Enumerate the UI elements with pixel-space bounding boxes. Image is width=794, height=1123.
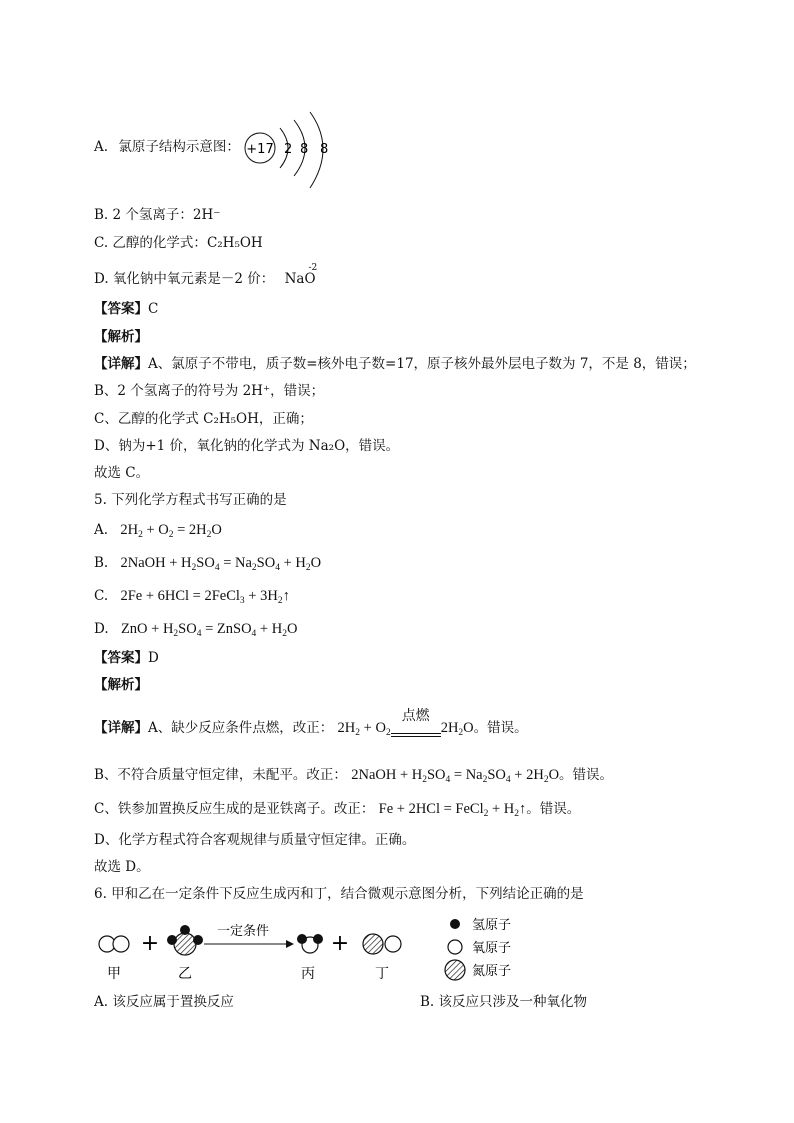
q6-option-a: A. 该反应属于置换反应 [94,994,234,1010]
molecule-yi-icon [167,925,203,955]
q4-option-c [94,234,263,252]
arrow-head-icon [286,940,294,948]
molecule-jia-icon [99,936,129,952]
q5-detail-b: B、不符合质量守恒定律，未配平。改正： 2NaOH + $H_2SO_4 = Na_2SO_4 + 2H_2O$。错误。 [94,767,614,785]
plus-sign-1: + [140,931,160,956]
q4-answer [94,300,158,318]
q4-option-d [94,263,318,288]
q4-analysis-tag: 【解析】 [94,329,148,345]
legend-oxygen-label: 氧原子 [472,941,512,956]
q4-conclusion: 故选 C。 [94,465,150,481]
nucleus-label: +17 [246,142,274,157]
shell-electrons-1: 2 [284,142,293,157]
q4-detail-4: D、钠为+1 价，氧化钠的化学式为 Na₂O，错误。 [94,438,400,454]
q5-corrected-eq-b: 2NaOH + $H_2SO_4 = Na_2SO_4 + 2H_2O$ [351,767,560,785]
q5-eq-c: 2Fe + 6HCl = 2FeCl$_3$ + $3H_2↑$ [120,588,290,606]
label-jia: 甲 [107,966,121,982]
legend-nitrogen-icon [445,960,465,980]
q5-corrected-eq-a: $2H_2 + O_2$ 点燃 $2H_2O$ [337,708,474,738]
q5-eq-b: 2NaOH + $H_2SO_4 = Na_2SO_4 + H_2O$ [120,555,322,573]
reaction-micro-diagram [90,908,530,986]
q4-option-a-label: A. [94,139,109,155]
q4-detail-1: 【详解】A、氯原子不带电，质子数=核外电子数=17，原子核外最外层电子数为 7，不是 8，错误； [94,356,696,372]
legend-nitrogen-label: 氮原子 [472,964,512,979]
molecule-ding-icon [363,934,401,954]
q4-detail-2: B、2 个氢离子的符号为 2H⁺，错误； [94,383,325,399]
label-yi: 乙 [178,966,192,982]
plus-sign-2: + [330,931,350,956]
legend-hydrogen-icon [450,919,460,929]
legend-oxygen-icon [448,940,462,954]
label-ding: 丁 [375,966,389,982]
shell-electrons-2: 8 [300,142,309,157]
q5-answer: 【答案】D [94,650,159,666]
q5-option-c: C. 2Fe + 6HCl = 2FeCl$_3$ + $3H_2↑$ [94,588,290,606]
legend [445,918,511,980]
q5-option-b: B. 2NaOH + $H_2SO_4 = Na_2SO_4 + H_2O$ [94,555,322,573]
molecule-bing-icon [297,934,323,953]
chlorine-atom-diagram-icon [238,110,338,190]
q5-analysis-tag: 【解析】 [94,677,148,693]
reaction-condition: 点燃 [401,708,430,724]
q4-option-b: B. 2 个氢离子：2H⁻ [94,207,221,223]
q4-option-c-label: C. 乙醇的化学式： [94,235,207,251]
q5-eq-d: ZnO + $H_2SO_4$ = ZnSO$_4$ + $H_2O$ [120,621,298,639]
q5-detail-c: C、铁参加置换反应生成的是亚铁离子。改正： Fe + 2HCl = FeCl$_2$ + $H_2↑$。错误。 [94,801,581,819]
q6-option-b: B. 该反应只涉及一种氧化物 [420,994,588,1010]
q5-conclusion: 故选 D。 [94,859,150,875]
q4-option-a-text: 氯原子结构示意图： [118,139,240,155]
q5-corrected-eq-c: Fe + 2HCl = FeCl$_2$ + $H_2↑$ [378,801,527,819]
oxygen-valence: -2 [308,263,318,273]
q4-option-d-formula: Na -2 O [285,271,316,287]
q5-option-a: A. $2H_2 + O_2 = 2H_2O$ [94,522,222,540]
legend-hydrogen-label: 氢原子 [472,918,512,933]
q5-eq-a: $2H_2 + O_2 = 2H_2O$ [120,522,222,540]
q5-option-d: D. ZnO + $H_2SO_4$ = ZnSO$_4$ + $H_2O$ [94,621,298,639]
q5-detail-a: 【详解】A、缺少反应条件点燃，改正： $2H_2 + O_2$ 点燃 $2H_2O$。错误。 [94,708,528,738]
label-bing: 丙 [301,966,315,982]
reaction-condition-label: 一定条件 [216,924,270,939]
q4-detail-3: C、乙醇的化学式 C₂H₅OH，正确； [94,411,313,427]
answer-value: C [148,301,159,317]
q5-detail-d: D、化学方程式符合客观规律与质量守恒定律。正确。 [94,832,416,848]
q5-stem: 5. 下列化学方程式书写正确的是 [94,492,287,508]
q6-stem: 6. 甲和乙在一定条件下反应生成丙和丁，结合微观示意图分析，下列结论正确的是 [94,886,584,902]
q4-option-d-label: D. 氧化钠中氧元素是－2 价： [94,271,275,287]
shell-electrons-3: 8 [320,142,329,157]
q4-option-a [94,138,240,156]
q4-option-c-formula: C₂H₅OH [206,235,263,251]
answer-tag: 【答案】 [94,301,148,317]
